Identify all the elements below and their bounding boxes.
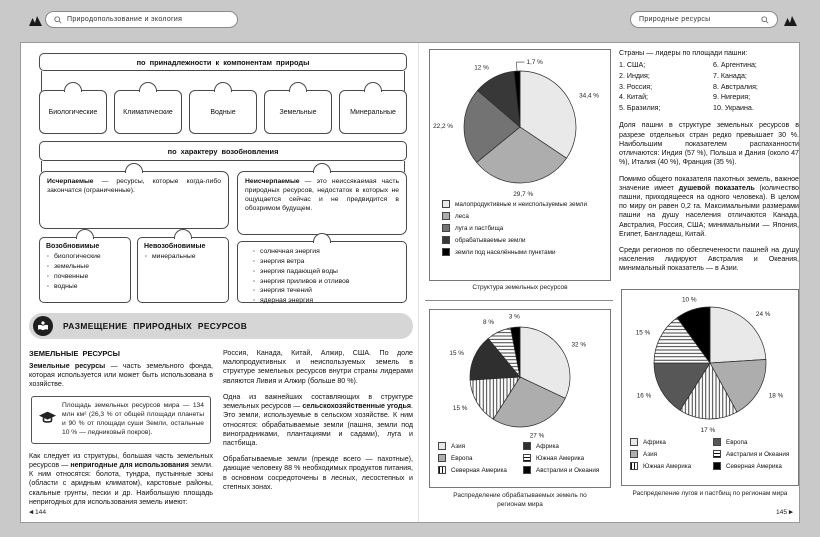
country-item: 2. Индия;	[619, 71, 650, 80]
left-column-1	[29, 349, 213, 514]
list-item: · энергия ветра	[252, 257, 402, 267]
section-title: РАЗМЕЩЕНИЕ ПРИРОДНЫХ РЕСУРСОВ	[63, 321, 248, 331]
logo-icon	[784, 13, 797, 31]
country-list	[619, 60, 799, 113]
legend-swatch	[442, 248, 450, 256]
section-header-bar	[29, 313, 413, 339]
legend-label: луга и пастбища	[455, 224, 504, 232]
puzzle-tab	[125, 163, 143, 173]
legend-item	[442, 224, 606, 232]
chart-caption: Структура земельных ресурсов	[472, 284, 568, 291]
paragraph	[29, 362, 213, 390]
connector-line	[404, 161, 405, 172]
nonrenewable-list	[144, 252, 224, 262]
connector-line	[404, 71, 405, 91]
legend-item	[438, 454, 521, 462]
legend-label: Южная Америка	[536, 454, 585, 462]
bold-term: душевой показатель	[678, 183, 755, 192]
legend-label: Азия	[451, 442, 466, 450]
pie-percent-label: 17 %	[700, 427, 716, 434]
search-icon	[761, 16, 769, 24]
country-item: 9. Нигерия;	[713, 93, 751, 102]
legend-swatch	[713, 462, 721, 470]
info-note	[31, 396, 211, 443]
prev-page[interactable]	[29, 509, 46, 516]
pie-chart-pasture-regions	[623, 291, 797, 435]
text: Одна из важнейших составляющих в структуре земельных ресурсов —	[223, 392, 413, 411]
legend-item	[523, 466, 606, 474]
search-field-right[interactable]	[630, 11, 778, 28]
connector-line	[41, 161, 42, 172]
bold-term: Земельные ресурсы	[29, 361, 106, 370]
pie-chart-land-structure	[431, 51, 609, 197]
legend-swatch	[630, 462, 638, 470]
country-item: 1. США;	[619, 61, 646, 70]
pie-percent-label: 15 %	[449, 349, 464, 357]
pie-percent-label: 12 %	[474, 64, 489, 72]
legend-label: Южная Америка	[643, 462, 692, 470]
legend-swatch	[442, 212, 450, 220]
term: Неисчерпаемые	[245, 178, 300, 185]
chart-legend	[430, 197, 610, 256]
search-left-text: Природопользование и экология	[67, 16, 183, 23]
label-leader-line	[517, 62, 525, 71]
legend-label: Европа	[726, 438, 748, 446]
legend-swatch	[442, 224, 450, 232]
country-item: 5. Бразилия;	[619, 103, 661, 112]
resource-type-box: Минеральные	[339, 90, 407, 134]
legend-label: Северная Америка	[451, 466, 507, 474]
nonrenewable-box	[137, 237, 229, 303]
book-spread	[20, 42, 800, 523]
legend-label: Азия	[643, 450, 658, 458]
text: — часть земельного фонда, которая используется или может быть использована в хозяйстве.	[29, 361, 213, 389]
legend-item	[438, 466, 521, 474]
pie-percent-label: 24 %	[755, 311, 771, 319]
chart-caption: Распределение обрабатываемых земель по регионам мира	[453, 492, 587, 508]
country-item: 4. Китай;	[619, 93, 649, 102]
diagram2-title: по характеру возобновления	[39, 141, 407, 161]
pie-percent-label: 3 %	[508, 313, 520, 321]
legend-label: леса	[455, 212, 469, 220]
legend-item	[442, 200, 606, 208]
chart-panel-arable-regions	[429, 309, 611, 488]
paragraph: Россия, Канада, Китай, Алжир, США. По доле малопродуктивных и неиспользуемых земель в структуре земельных ресурсов внутри страны лидерами являются Ливия и Алжир (больше 80 %).	[223, 349, 413, 385]
list-title: Страны — лидеры по площади пашни:	[619, 49, 748, 57]
list-item: · биологические	[46, 252, 126, 262]
pie-chart-arable-regions	[431, 311, 609, 439]
list-item: · почвенные	[46, 272, 126, 282]
exhaustible-box	[39, 171, 229, 229]
text: Как следует из структуры, большая часть земельных ресурсов —	[29, 451, 213, 469]
legend-item	[713, 450, 794, 458]
country-item: 6. Аргентина;	[713, 61, 757, 70]
legend-item	[442, 212, 606, 220]
search-right-text: Природные ресурсы	[639, 16, 711, 23]
paragraph: Доля пашни в структуре земельных ресурсов в разрезе отдельных стран редко превышает 30 %. Наибольшим показателем распаханности отличаются: Индия (57 %), Польша и Дания (около 47 %), Италия (40 %), Франция (35 %).	[619, 121, 799, 167]
pie-percent-label: 8 %	[482, 318, 494, 326]
legend-swatch	[438, 454, 446, 462]
text: земли. К ним относятся: болота, тундра, пустынные зоны (области с аридным климатом), карстовые районы, скальные грунты, пески и др. Наибольшую площадь непригодных для использования земель имеют:	[29, 461, 213, 506]
term: Исчерпаемые	[47, 178, 94, 185]
legend-swatch	[442, 236, 450, 244]
list-item: · земельные	[46, 262, 126, 272]
country-list-right	[713, 60, 799, 113]
legend-swatch	[442, 200, 450, 208]
definition: — ресурсы, которые когда-либо закончатся (ограниченные).	[47, 178, 221, 194]
note-text: Площадь земельных ресурсов мира — 134 млн км² (26,3 % от общей площади планеты и 90 % от площади суши Земли, остальные 10 % — ледниковый покров).	[62, 402, 204, 436]
legend-swatch	[438, 442, 446, 450]
legend-swatch	[438, 466, 446, 474]
inexhaustible-box	[237, 171, 407, 235]
legend-swatch	[630, 450, 638, 458]
page-number-right: 145	[775, 509, 787, 516]
list-item: · солнечная энергия	[252, 247, 402, 257]
legend-swatch	[713, 450, 721, 458]
diagram1-items	[39, 90, 407, 134]
legend-item	[442, 236, 606, 244]
pie-percent-label: 27 %	[529, 432, 545, 439]
puzzle-tab	[76, 229, 94, 239]
legend-label: обрабатываемые земли	[455, 236, 526, 244]
legend-label: Австралия и Океания	[726, 450, 790, 458]
country-item: 3. Россия;	[619, 82, 653, 91]
divider	[425, 300, 613, 301]
connector-line	[41, 71, 42, 91]
prev-page-icon: ◀	[29, 509, 34, 516]
legend-swatch	[523, 466, 531, 474]
page-number-left: 144	[35, 509, 47, 516]
country-item: 8. Австралия;	[713, 82, 758, 91]
list-item: · энергия приливов и отливов	[252, 277, 402, 287]
text: (количество пашни, приходящееся на одного человека). В целом по миру он равен 0,2 га. Максимальными размерами пашни на душу населения отличаются Канада, Австралия, Россия, США; минимальными — Япония, Египет, Бангладеш, Китай.	[619, 183, 799, 238]
chart-panel-land-structure	[429, 49, 611, 281]
country-item: 7. Канада;	[713, 71, 747, 80]
legend-label: Африка	[643, 438, 666, 446]
paragraph	[223, 393, 413, 448]
bold-term: сельскохозяйственные угодья	[302, 402, 412, 411]
legend-label: Северная Америка	[726, 462, 782, 470]
legend-item	[523, 454, 606, 462]
legend-swatch	[523, 442, 531, 450]
diagram1-title: по принадлежности к компонентам природы	[39, 53, 407, 71]
pie-percent-label: 15 %	[452, 405, 468, 413]
legend-item	[630, 450, 711, 458]
next-page[interactable]	[621, 509, 793, 516]
legend-item	[438, 442, 521, 450]
definition: — это неиссякаемая часть природных ресурсов, недостаток в которых не ощущается сейчас и не предвидится в обозримом будущем.	[245, 178, 399, 212]
legend-label: Европа	[451, 454, 473, 462]
reader-icon	[33, 316, 53, 336]
subsection-heading: ЗЕМЕЛЬНЫЕ РЕСУРСЫ	[29, 349, 121, 358]
list-item: · ядерная энергия	[252, 296, 402, 306]
bold-term: непригодные для использования	[70, 461, 189, 469]
legend-item	[442, 248, 606, 256]
legend-label: земли под населёнными пунктами	[455, 248, 556, 256]
list-item: · энергия течений	[252, 286, 402, 296]
legend-item	[630, 438, 711, 446]
resource-type-box: Земельные	[264, 90, 332, 134]
paragraph: Среди регионов по обеспеченности пашней на душу населения лидируют Австралия и Океания, минимальный показатель — в Азии.	[619, 246, 799, 273]
paragraph	[619, 175, 799, 240]
legend-label: Австралия и Океания	[536, 466, 600, 474]
resource-type-box: Биологические	[39, 90, 107, 134]
legend-item	[713, 462, 794, 470]
puzzle-tab	[174, 229, 192, 239]
chart-legend	[622, 435, 798, 470]
list-item: · водные	[46, 282, 126, 292]
resource-type-box: Водные	[189, 90, 257, 134]
pie-percent-label: 32 %	[571, 341, 587, 349]
next-page-icon: ▶	[788, 509, 793, 516]
graduation-cap-icon	[39, 412, 56, 429]
list-item: · минеральные	[144, 252, 224, 262]
country-item: 10. Украина.	[713, 103, 754, 112]
legend-label: малопродуктивные и неиспользуемые земли	[455, 200, 587, 208]
nonrenewable-title: Невозобновимые	[144, 243, 206, 250]
puzzle-tab	[313, 163, 331, 173]
legend-label: Африка	[536, 442, 559, 450]
legend-item	[523, 442, 606, 450]
right-column	[619, 49, 799, 281]
pie-percent-label: 16 %	[636, 392, 652, 400]
renewable-title: Возобновимые	[46, 243, 100, 250]
energy-list	[252, 247, 402, 306]
legend-swatch	[523, 454, 531, 462]
pie-percent-label: 34,4 %	[579, 92, 600, 100]
resource-type-box: Климатические	[114, 90, 182, 134]
pie-percent-label: 29,7 %	[513, 190, 534, 197]
pie-percent-label: 1,7 %	[526, 59, 543, 67]
chart-panel-pasture-regions	[621, 289, 799, 486]
pie-percent-label: 22,2 %	[433, 123, 453, 131]
paragraph: Обрабатываемые земли (прежде всего — пахотные), дающие человеку 88 % необходимых продуктов питания, в основном сосредоточены в лесных, лесостепных и степных зонах.	[223, 455, 413, 491]
pie-percent-label: 10 %	[682, 296, 697, 304]
country-list-left	[619, 60, 705, 113]
renewable-box	[39, 237, 131, 303]
chart-legend	[430, 439, 610, 474]
logo-icon	[29, 13, 42, 31]
text: Помимо общего показателя пахотных земель, важное значение имеет	[619, 174, 799, 192]
legend-swatch	[630, 438, 638, 446]
search-field-left[interactable]	[45, 11, 238, 28]
renewable-list	[46, 252, 126, 291]
paragraph	[29, 452, 213, 507]
energy-kinds-box	[237, 241, 407, 303]
left-column-2	[223, 349, 413, 499]
chart-caption: Распределение лугов и пастбищ по регионам мира	[632, 490, 788, 497]
pie-percent-label: 15 %	[635, 329, 651, 337]
legend-item	[713, 438, 794, 446]
text: . Это земли, используемые в сельском хозяйстве. К ним относятся: обрабатываемые земли (пашня, земли под виноградниками, плантациями и садами), луга и пастбища.	[223, 402, 413, 447]
search-icon	[54, 16, 62, 24]
legend-item	[630, 462, 711, 470]
legend-swatch	[713, 438, 721, 446]
page-fold	[418, 43, 419, 522]
list-item: · энергия падающей воды	[252, 267, 402, 277]
pie-percent-label: 18 %	[768, 392, 784, 400]
